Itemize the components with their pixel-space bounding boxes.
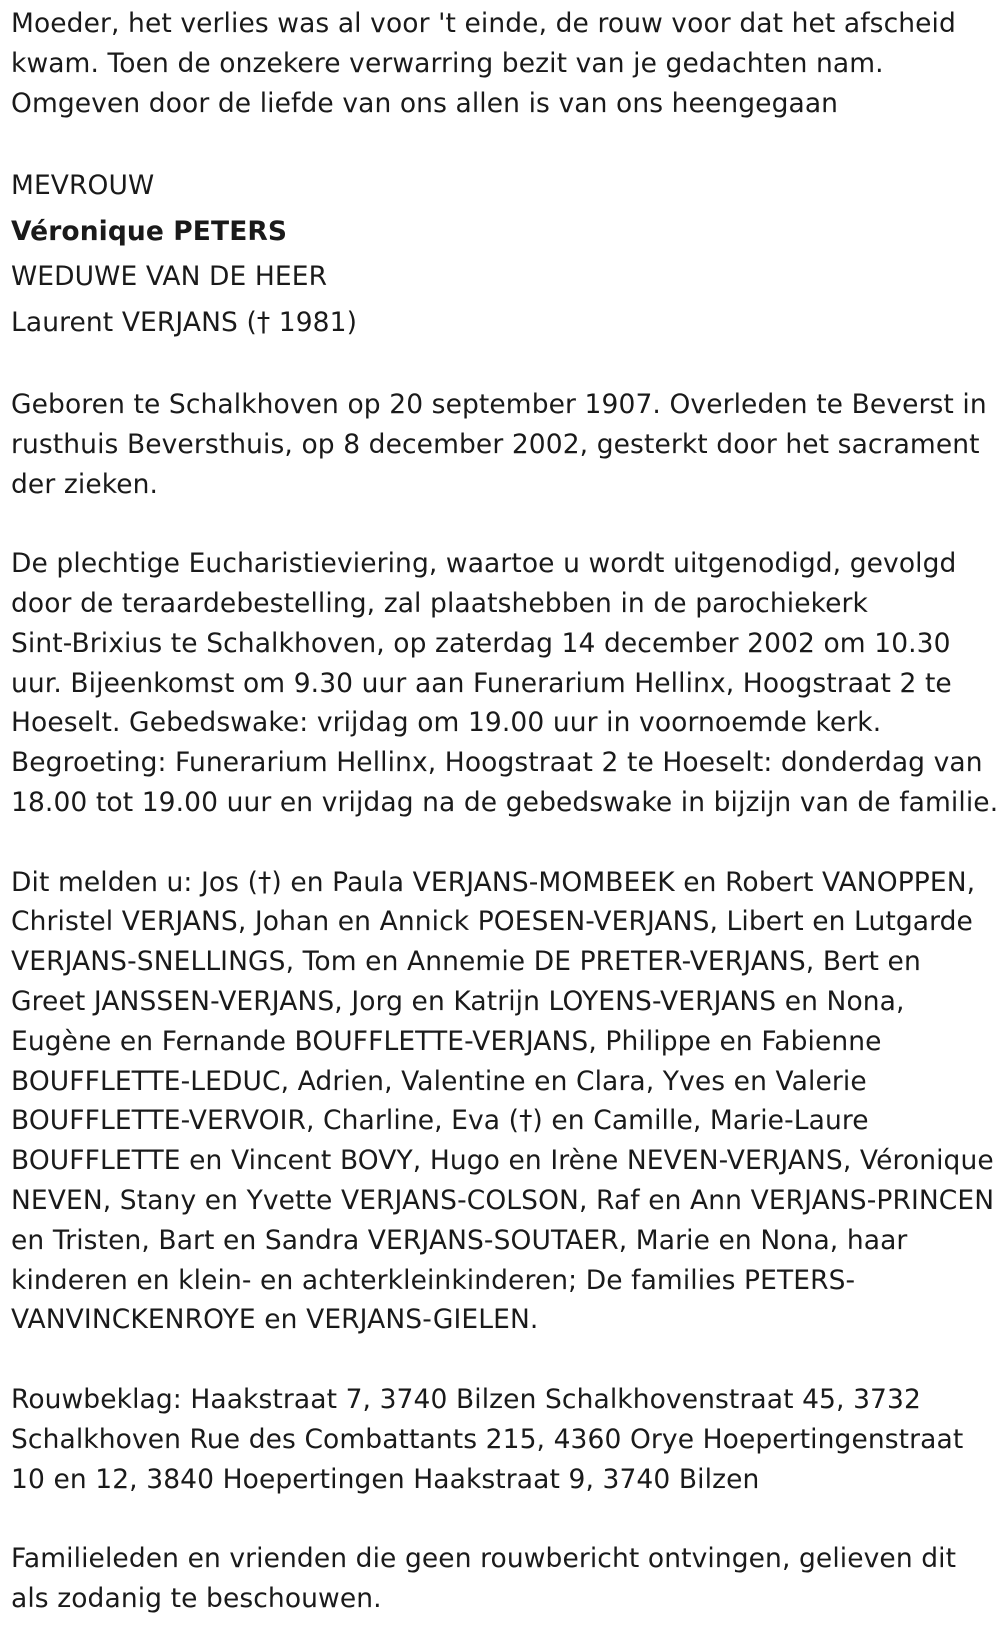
honorific: MEVROUW xyxy=(11,170,155,202)
spouse-name: Laurent VERJANS († 1981) xyxy=(11,306,358,338)
spacer xyxy=(11,345,988,385)
closing-paragraph xyxy=(11,1539,988,1619)
paragraph-line: Familieleden en vrienden die geen rouwbericht ontvingen, gelieven dit xyxy=(11,1543,957,1575)
ceremony-paragraph xyxy=(11,544,999,823)
paragraph-line: Dit melden u: Jos (†) en Paula VERJANS-MOMBEEK en Robert VANOPPEN, xyxy=(11,866,976,898)
paragraph-line: Hoeselt. Gebedswake: vrijdag om 19.00 uur in voornoemde kerk. xyxy=(11,707,882,739)
paragraph-line: BOUFFLETTE en Vincent BOVY, Hugo en Irène NEVEN-VERJANS, Véronique xyxy=(11,1145,994,1177)
paragraph-line: kinderen en klein- en achterkleinkinderen; De families PETERS- xyxy=(11,1264,856,1296)
paragraph-line: Sint-Brixius te Schalkhoven, op zaterdag 14 december 2002 om 10.30 xyxy=(11,627,951,659)
paragraph-line: Christel VERJANS, Johan en Annick POESEN-VERJANS, Libert en Lutgarde xyxy=(11,906,973,938)
spacer xyxy=(11,823,988,863)
spacer xyxy=(11,504,988,544)
paragraph-line: der zieken. xyxy=(11,468,159,500)
intro-line: Moeder, het verlies was al voor 't einde, de rouw voor dat het afscheid xyxy=(11,8,956,39)
spacer xyxy=(11,123,988,163)
family-paragraph xyxy=(11,863,995,1341)
birth-death-paragraph xyxy=(11,385,988,504)
paragraph-line: 18.00 tot 19.00 uur en vrijdag na de gebedswake in bijzijn van de familie. xyxy=(11,786,999,818)
paragraph-line: NEVEN, Stany en Yvette VERJANS-COLSON, Raf en Ann VERJANS-PRINCEN xyxy=(11,1184,995,1216)
paragraph-line: 10 en 12, 3840 Hoepertingen Haakstraat 9, 3740 Bilzen xyxy=(11,1463,760,1495)
paragraph-line: BOUFFLETTE-VERVOIR, Charline, Eva (†) en Camille, Marie-Laure xyxy=(11,1105,869,1137)
intro-poem xyxy=(11,4,988,123)
paragraph-line: Eugène en Fernande BOUFFLETTE-VERJANS, Philippe en Fabienne xyxy=(11,1025,882,1057)
paragraph-line: door de teraardebestelling, zal plaatshebben in de parochiekerk xyxy=(11,587,868,619)
paragraph-line: rusthuis Beversthuis, op 8 december 2002, gesterkt door het sacrament xyxy=(11,428,980,460)
paragraph-line: BOUFFLETTE-LEDUC, Adrien, Valentine en Clara, Yves en Valerie xyxy=(11,1065,867,1097)
spacer xyxy=(11,1340,988,1380)
marital-status: WEDUWE VAN DE HEER xyxy=(11,261,328,293)
paragraph-line: Geboren te Schalkhoven op 20 september 1907. Overleden te Beverst in xyxy=(11,388,987,420)
intro-line: kwam. Toen de onzekere verwarring bezit van je gedachten nam. xyxy=(11,47,884,79)
condolences-paragraph xyxy=(11,1380,988,1499)
intro-line: Omgeven door de liefde van ons allen is van ons heengegaan xyxy=(11,87,839,119)
paragraph-line: VANVINCKENROYE en VERJANS-GIELEN. xyxy=(11,1304,539,1336)
paragraph-line: De plechtige Eucharistieviering, waartoe u wordt uitgenodigd, gevolgd xyxy=(11,548,957,580)
paragraph-line: Begroeting: Funerarium Hellinx, Hoogstraat 2 te Hoeselt: donderdag van xyxy=(11,747,983,779)
paragraph-line: Schalkhoven Rue des Combattants 215, 4360 Orye Hoepertingenstraat xyxy=(11,1423,964,1455)
paragraph-line: en Tristen, Bart en Sandra VERJANS-SOUTAER, Marie en Nona, haar xyxy=(11,1224,908,1256)
deceased-name: Véronique PETERS xyxy=(11,215,288,247)
paragraph-line: als zodanig te beschouwen. xyxy=(11,1582,382,1614)
spacer xyxy=(11,1499,988,1539)
paragraph-line: Rouwbeklag: Haakstraat 7, 3740 Bilzen Schalkhovenstraat 45, 3732 xyxy=(11,1383,921,1415)
deceased-block xyxy=(11,163,988,345)
paragraph-line: uur. Bijeenkomst om 9.30 uur aan Funerarium Hellinx, Hoogstraat 2 te xyxy=(11,667,952,699)
paragraph-line: Greet JANSSEN-VERJANS, Jorg en Katrijn LOYENS-VERJANS en Nona, xyxy=(11,985,905,1017)
paragraph-line: VERJANS-SNELLINGS, Tom en Annemie DE PRETER-VERJANS, Bert en xyxy=(11,946,921,978)
